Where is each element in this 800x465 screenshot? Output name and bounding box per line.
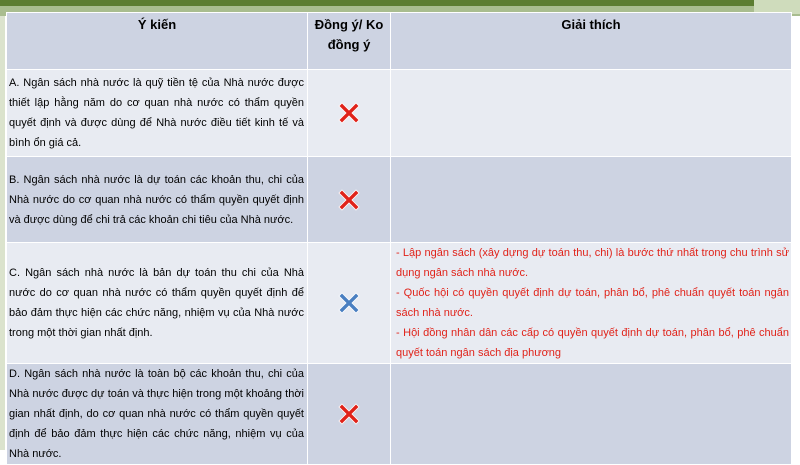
table-row (7, 364, 792, 465)
mark-cell-c (308, 243, 391, 364)
explanation-b (391, 157, 792, 243)
left-accent-bar (0, 0, 5, 450)
table-row (7, 243, 792, 364)
cross-icon (337, 291, 361, 315)
header-opinion: Ý kiến (7, 13, 308, 70)
header-explain: Giải thích (391, 13, 792, 70)
mark-cell-a (308, 70, 391, 157)
table-row (7, 157, 792, 243)
table-header-row (7, 13, 792, 70)
explanation-a (391, 70, 792, 157)
mark-cell-d (308, 364, 391, 465)
mark-cell-b (308, 157, 391, 243)
explanation-line: - Hội đồng nhân dân các cấp có quyền quyết định dự toán, phân bổ, phê chuẩn quyết toán ngân sách địa phương (396, 327, 789, 359)
cross-icon (337, 188, 361, 212)
header-agree: Đồng ý/ Ko đồng ý (308, 13, 391, 70)
cross-icon (337, 101, 361, 125)
explanation-c (391, 243, 792, 364)
table-row (7, 70, 792, 157)
opinion-d: D. Ngân sách nhà nước là toàn bộ các khoản thu, chi của Nhà nước được dự toán và thực hiện trong một khoảng thời gian nhất định, do cơ quan nhà nước có thẩm quyền quyết định để bảo đảm thực hiện các chức năng, nhiệm vụ của Nhà nước. (7, 364, 308, 465)
opinion-b: B. Ngân sách nhà nước là dự toán các khoản thu, chi của Nhà nước do cơ quan nhà nước có thẩm quyền quyết định và được dùng để chi trả các khoản chi tiêu của Nhà nước. (7, 157, 308, 243)
opinion-table (6, 12, 792, 465)
opinion-c: C. Ngân sách nhà nước là bản dự toán thu chi của Nhà nước do cơ quan nhà nước có thẩm quyền quyết định để bảo đảm thực hiện các chức năng, nhiệm vụ của Nhà nước trong một thời gian nhất định. (7, 243, 308, 364)
explanation-line: - Quốc hội có quyền quyết định dự toán, phân bổ, phê chuẩn quyết toán ngân sách nhà nước. (396, 287, 789, 319)
opinion-a: A. Ngân sách nhà nước là quỹ tiền tệ của Nhà nước được thiết lập hằng năm do cơ quan nhà nước có thẩm quyền quyết định và được dùng để Nhà nước điều tiết kinh tế và bình ổn giá cả. (7, 70, 308, 157)
explanation-line: - Lập ngân sách (xây dựng dự toán thu, chi) là bước thứ nhất trong chu trình sử dụng ngân sách nhà nước. (396, 247, 789, 279)
cross-icon (337, 402, 361, 426)
explanation-d (391, 364, 792, 465)
